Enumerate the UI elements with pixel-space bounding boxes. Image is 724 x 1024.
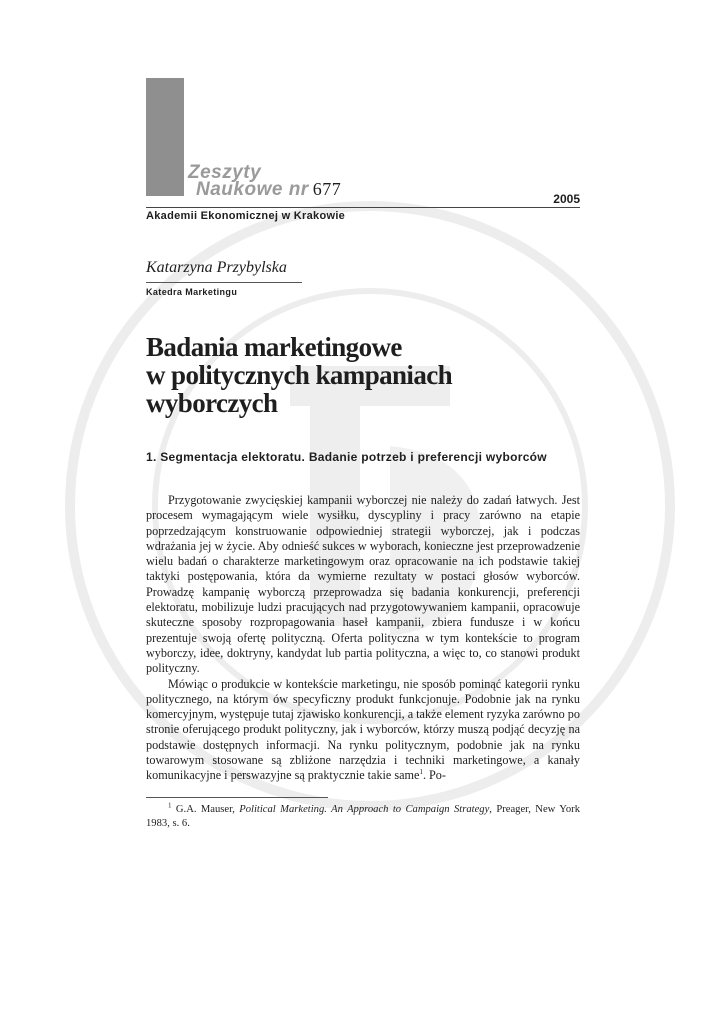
paragraph: Przygotowanie zwycięskiej kampanii wyborczej nie należy do zadań łatwych. Jest procesem wymagającym wiele wysiłku, dyscypliny i pracy zarówno na etapie poprzedzającym konstruowanie odpowiedniej strategii wyborczej, jak i podczas wdrażania jej w życie. Aby odnieść sukces w wyborach, konieczne jest przeprowadzenie wielu badań o charakterze marketingowym oraz opracowanie na ich podstawie takiej taktyki postępowania, która da wymierne rezultaty w postaci głosów wyborców. Prowadzę kampanię wyborczą przeprowadza się badania konkurencji, preferencji elektoratu, mobilizuje ludzi pracujących nad przygotowywaniem kampanii, opracowuje skuteczne sposoby rozpropagowania haseł kampanii, zbiera fundusze i w końcu prezentuje swoją ofertę polityczną. Oferta polityczna w tym kontekście to program wyborczy, idee, doktryny, kandydat lub partia polityczna, a więc to, co stanowi produkt polityczny.: [146, 493, 580, 676]
academy-name: Akademii Ekonomicznej w Krakowie: [146, 210, 346, 222]
article-title: [146, 333, 576, 417]
series-logo: [188, 164, 341, 198]
footnote: [146, 803, 580, 831]
paragraph-text: Mówiąc o produkcie w kontekście marketingu, nie sposób pominąć kategorii rynku politycznego, na którym ów specyficzny produkt funkcjonuje. Podobnie jak na rynku komercyjnym, występuje tutaj zjawisko konkurencji, a także element ryzyka zarówno po stronie oferującego produkt polityczny, jak i wyborców, którzy muszą podjąć decyzję na podstawie dostępnych informacji. Na rynku politycznym, podobnie jak na rynku towarowym stosowane są zbliżone narzędzia i techniki marketingowe, a kanały komunikacyjne i perswazyjne są praktycznie takie same: [146, 676, 580, 783]
footnote-work-title: Political Marketing. An Approach to Campaign Strategy: [239, 804, 490, 815]
series-logo-block: [146, 78, 184, 196]
publication-year: 2005: [553, 192, 580, 206]
issue-number: 677: [312, 179, 342, 199]
author-rule: [146, 282, 302, 283]
footnote-ref: 1: [419, 768, 423, 777]
footnote-author: G.A. Mauser,: [175, 804, 240, 815]
footnote-number: 1: [168, 801, 172, 810]
title-line: Badania marketingowe: [146, 332, 402, 362]
header-rule: [146, 207, 580, 208]
author-department: Katedra Marketingu: [146, 287, 238, 297]
paragraph: [146, 677, 580, 784]
title-line: w politycznych kampaniach: [146, 360, 453, 390]
series-line2-text: Naukowe nr: [196, 179, 309, 200]
paragraph-trailing: . Po-: [422, 768, 446, 783]
title-line: wyborczych: [146, 388, 278, 418]
footnote-rule: [146, 797, 328, 798]
series-line1: Zeszyty: [188, 162, 262, 183]
series-line2: [196, 181, 341, 198]
article-body: [146, 493, 580, 784]
author-name: Katarzyna Przybylska: [146, 259, 287, 276]
footnote-details: , Preager, New York 1983, s. 6.: [146, 804, 580, 829]
section-heading: 1. Segmentacja elektoratu. Badanie potrzeb i preferencji wyborców: [146, 450, 547, 464]
